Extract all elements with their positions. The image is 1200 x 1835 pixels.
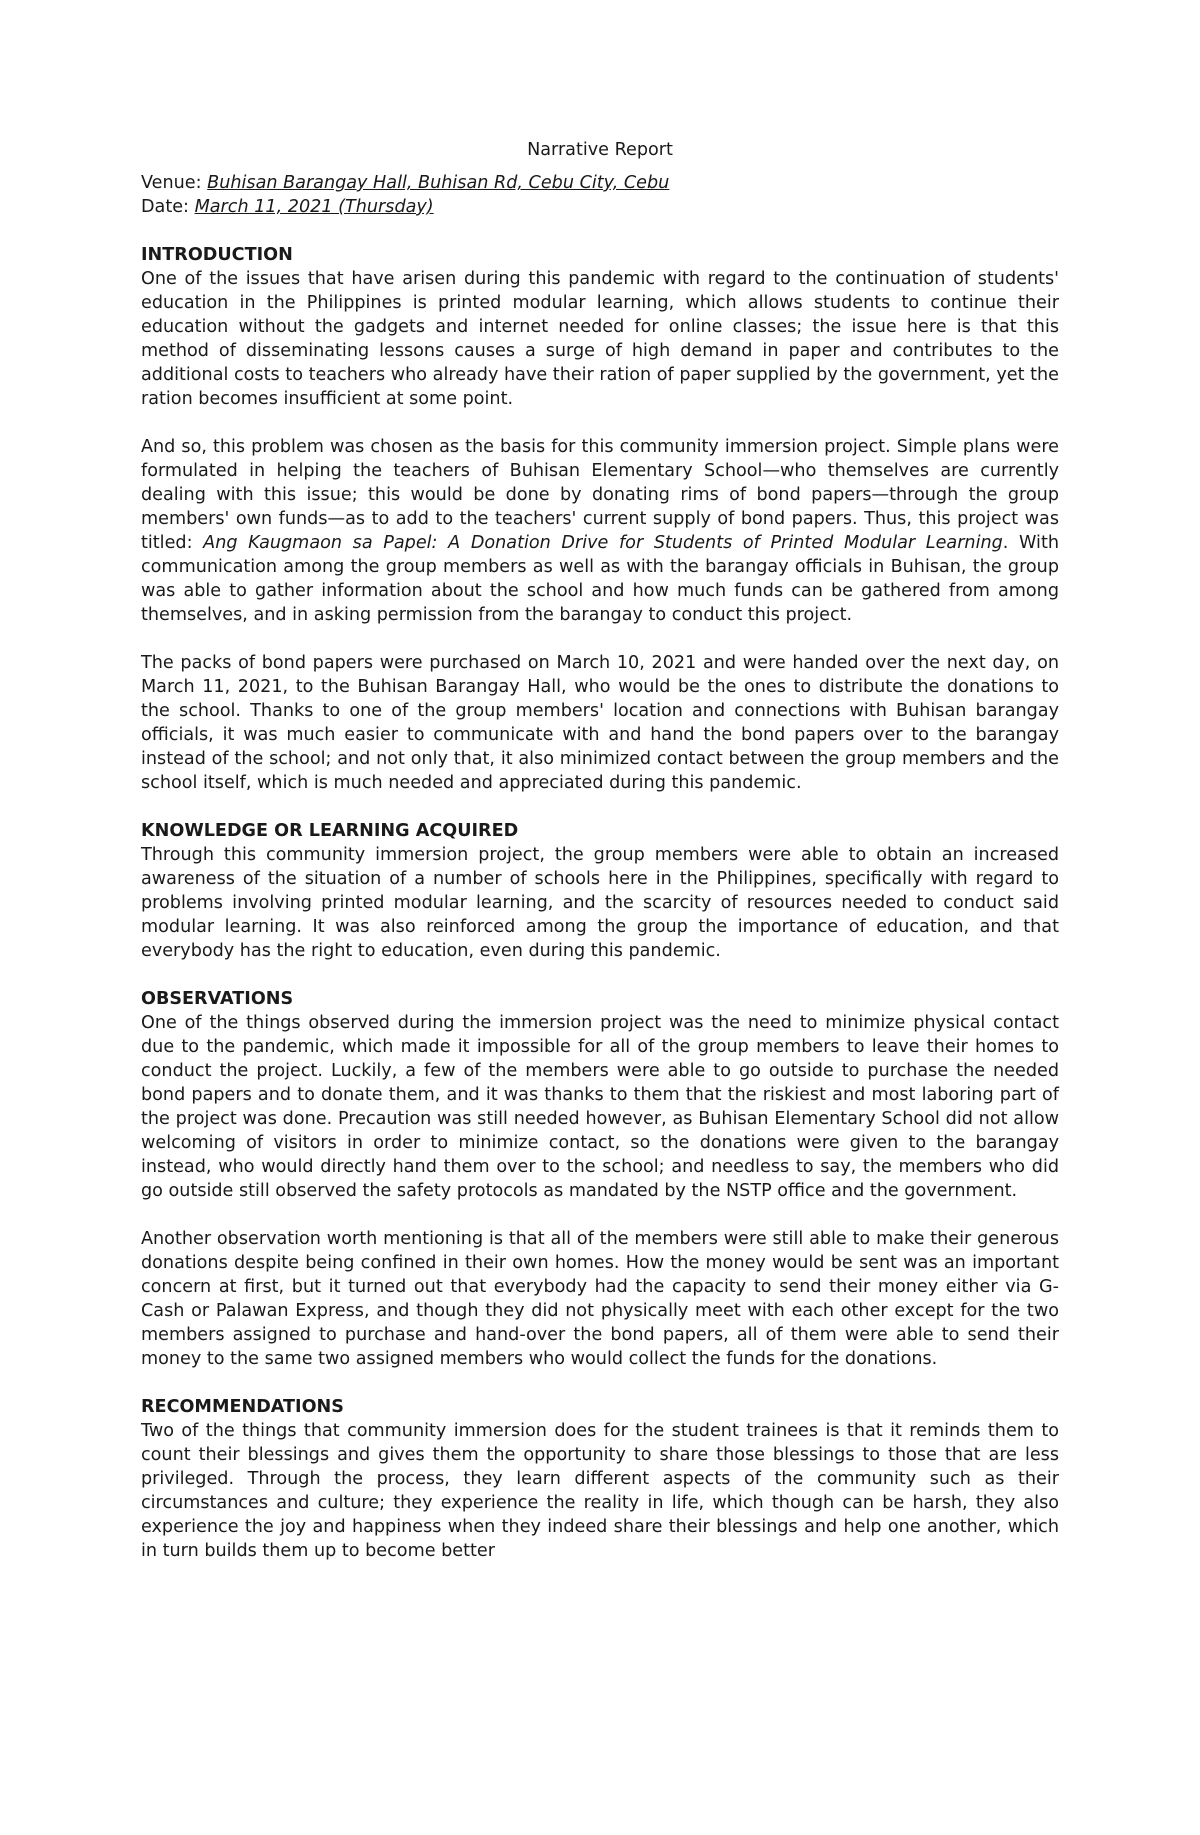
recommendations-paragraph-1: Two of the things that community immersion does for the student trainees is that it reminds them to count their blessings and gives them the opportunity to share those blessings to those that are less privileged. Through the process, they learn different aspects of the community such as their circumstances and culture; they experience the reality in life, which though can be harsh, they also experience the joy and happiness when they indeed share their blessings and help one another, which in turn builds them up to become better [141, 1421, 1059, 1561]
venue-line [141, 171, 1059, 195]
project-title: Ang Kaugmaon sa Papel: A Donation Drive for Students of Printed Modular Learning [203, 533, 1003, 553]
observations-paragraph-2: Another observation worth mentioning is that all of the members were still able to make their generous donations despite being confined in their own homes. How the money would be sent was an important concern at first, but it turned out that everybody had the capacity to send their money either via G-Cash or Palawan Express, and though they did not physically meet with each other except for the two members assigned to purchase and hand-over the bond papers, all of them were able to send their money to the same two assigned members who would collect the funds for the donations. [141, 1229, 1059, 1369]
introduction-paragraph-2-text-end: . With communication among the group members as well as with the barangay officials in Buhisan, the group was able to gather information about the school and how much funds can be gathered from among themselves, and in asking permission from the barangay to conduct this project. [141, 533, 1059, 625]
spacer [141, 627, 1059, 651]
introduction-heading: INTRODUCTION [141, 245, 293, 265]
venue-label: Venue: [141, 173, 202, 193]
spacer [141, 795, 1059, 819]
venue-value: Buhisan Barangay Hall, Buhisan Rd, Cebu City, Cebu [207, 173, 670, 193]
date-label: Date: [141, 197, 189, 217]
document-page [141, 138, 1059, 1563]
spacer [141, 1371, 1059, 1395]
knowledge-heading: KNOWLEDGE OR LEARNING ACQUIRED [141, 821, 519, 841]
spacer [141, 411, 1059, 435]
spacer [141, 219, 1059, 243]
date-line [141, 195, 1059, 219]
introduction-paragraph-1: One of the issues that have arisen during this pandemic with regard to the continuation of students' education in the Philippines is printed modular learning, which allows students to continue their education without the gadgets and internet needed for online classes; the issue here is that this method of disseminating lessons causes a surge of high demand in paper and contributes to the additional costs to teachers who already have their ration of paper supplied by the government, yet the ration becomes insufficient at some point. [141, 269, 1059, 409]
observations-heading: OBSERVATIONS [141, 989, 294, 1009]
spacer [141, 963, 1059, 987]
knowledge-paragraph-1: Through this community immersion project, the group members were able to obtain an increased awareness of the situation of a number of schools here in the Philippines, specifically with regard to problems involving printed modular learning, and the scarcity of resources needed to conduct said modular learning. It was also reinforced among the group the importance of education, and that everybody has the right to education, even during this pandemic. [141, 845, 1059, 961]
date-value: March 11, 2021 (Thursday) [194, 197, 434, 217]
introduction-paragraph-2-text: And so, this problem was chosen as the basis for this community immersion project. Simple plans were formulated in helping the teachers of Buhisan Elementary School—who themselves are currently dealing with this issue; this would be done by donating rims of bond papers—through the group members' own funds—as to add to the teachers' current supply of bond papers. Thus, this project was titled: [141, 437, 1059, 553]
introduction-paragraph-2 [141, 435, 1059, 627]
introduction-paragraph-3: The packs of bond papers were purchased on March 10, 2021 and were handed over the next day, on March 11, 2021, to the Buhisan Barangay Hall, who would be the ones to distribute the donations to the school. Thanks to one of the group members' location and connections with Buhisan barangay officials, it was much easier to communicate with and hand the bond papers over to the barangay instead of the school; and not only that, it also minimized contact between the group members and the school itself, which is much needed and appreciated during this pandemic. [141, 653, 1059, 793]
spacer [141, 1203, 1059, 1227]
recommendations-heading: RECOMMENDATIONS [141, 1397, 344, 1417]
observations-paragraph-1: One of the things observed during the immersion project was the need to minimize physical contact due to the pandemic, which made it impossible for all of the group members to leave their homes to conduct the project. Luckily, a few of the members were able to go outside to purchase the needed bond papers and to donate them, and it was thanks to them that the riskiest and most laboring part of the project was done. Precaution was still needed however, as Buhisan Elementary School did not allow welcoming of visitors in order to minimize contact, so the donations were given to the barangay instead, who would directly hand them over to the school; and needless to say, the members who did go outside still observed the safety protocols as mandated by the NSTP office and the government. [141, 1013, 1059, 1201]
page-title: Narrative Report [527, 140, 673, 160]
